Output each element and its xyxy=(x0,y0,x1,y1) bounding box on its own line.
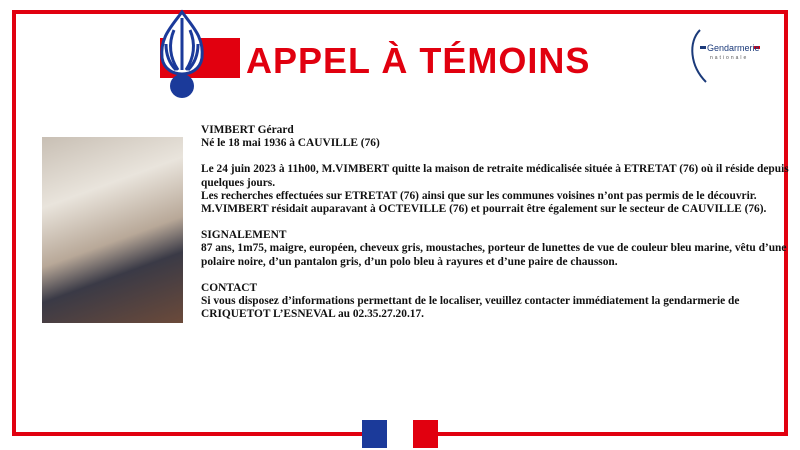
person-name: VIMBERT Gérard xyxy=(201,124,294,136)
gendarmerie-grenade-icon xyxy=(152,8,212,100)
fact-2: Les recherches effectuées sur ETRETAT (76) ainsi que sur les communes voisines n’ont pas permis de le découvrir. xyxy=(201,189,757,202)
contact-heading: CONTACT xyxy=(201,281,258,294)
notice-body xyxy=(201,124,791,334)
contact-text: Si vous disposez d’informations permettant de le localiser, veuillez contacter immédiatement la gendarmerie de CRIQUETOT L’ESNEVAL au 02.35.27.20.17. xyxy=(201,295,740,321)
gendarmerie-logo: Gendarmerie nationale xyxy=(688,26,788,86)
signalement-heading: SIGNALEMENT xyxy=(201,229,287,242)
missing-person-photo xyxy=(42,137,183,323)
page-title: APPEL À TÉMOINS xyxy=(242,40,594,82)
republique-francaise-logo xyxy=(362,420,438,448)
fact-1: Le 24 juin 2023 à 11h00, M.VIMBERT quitte la maison de retraite médicalisée située à ETRETAT (76) où il réside depuis quelques jours. xyxy=(201,163,789,189)
fact-3: M.VIMBERT résidait auparavant à OCTEVILLE (76) et pourrait être également sur le secteur de CAUVILLE (76). xyxy=(201,203,767,216)
birth-info: Né le 18 mai 1936 à CAUVILLE (76) xyxy=(201,137,380,150)
signalement-text: 87 ans, 1m75, maigre, européen, cheveux gris, moustaches, porteur de lunettes de vue de couleur bleu marine, vêtu d’une polaire noire, d’un pantalon gris, d’un polo bleu à rayures et d’une paire de chausson. xyxy=(201,242,787,268)
